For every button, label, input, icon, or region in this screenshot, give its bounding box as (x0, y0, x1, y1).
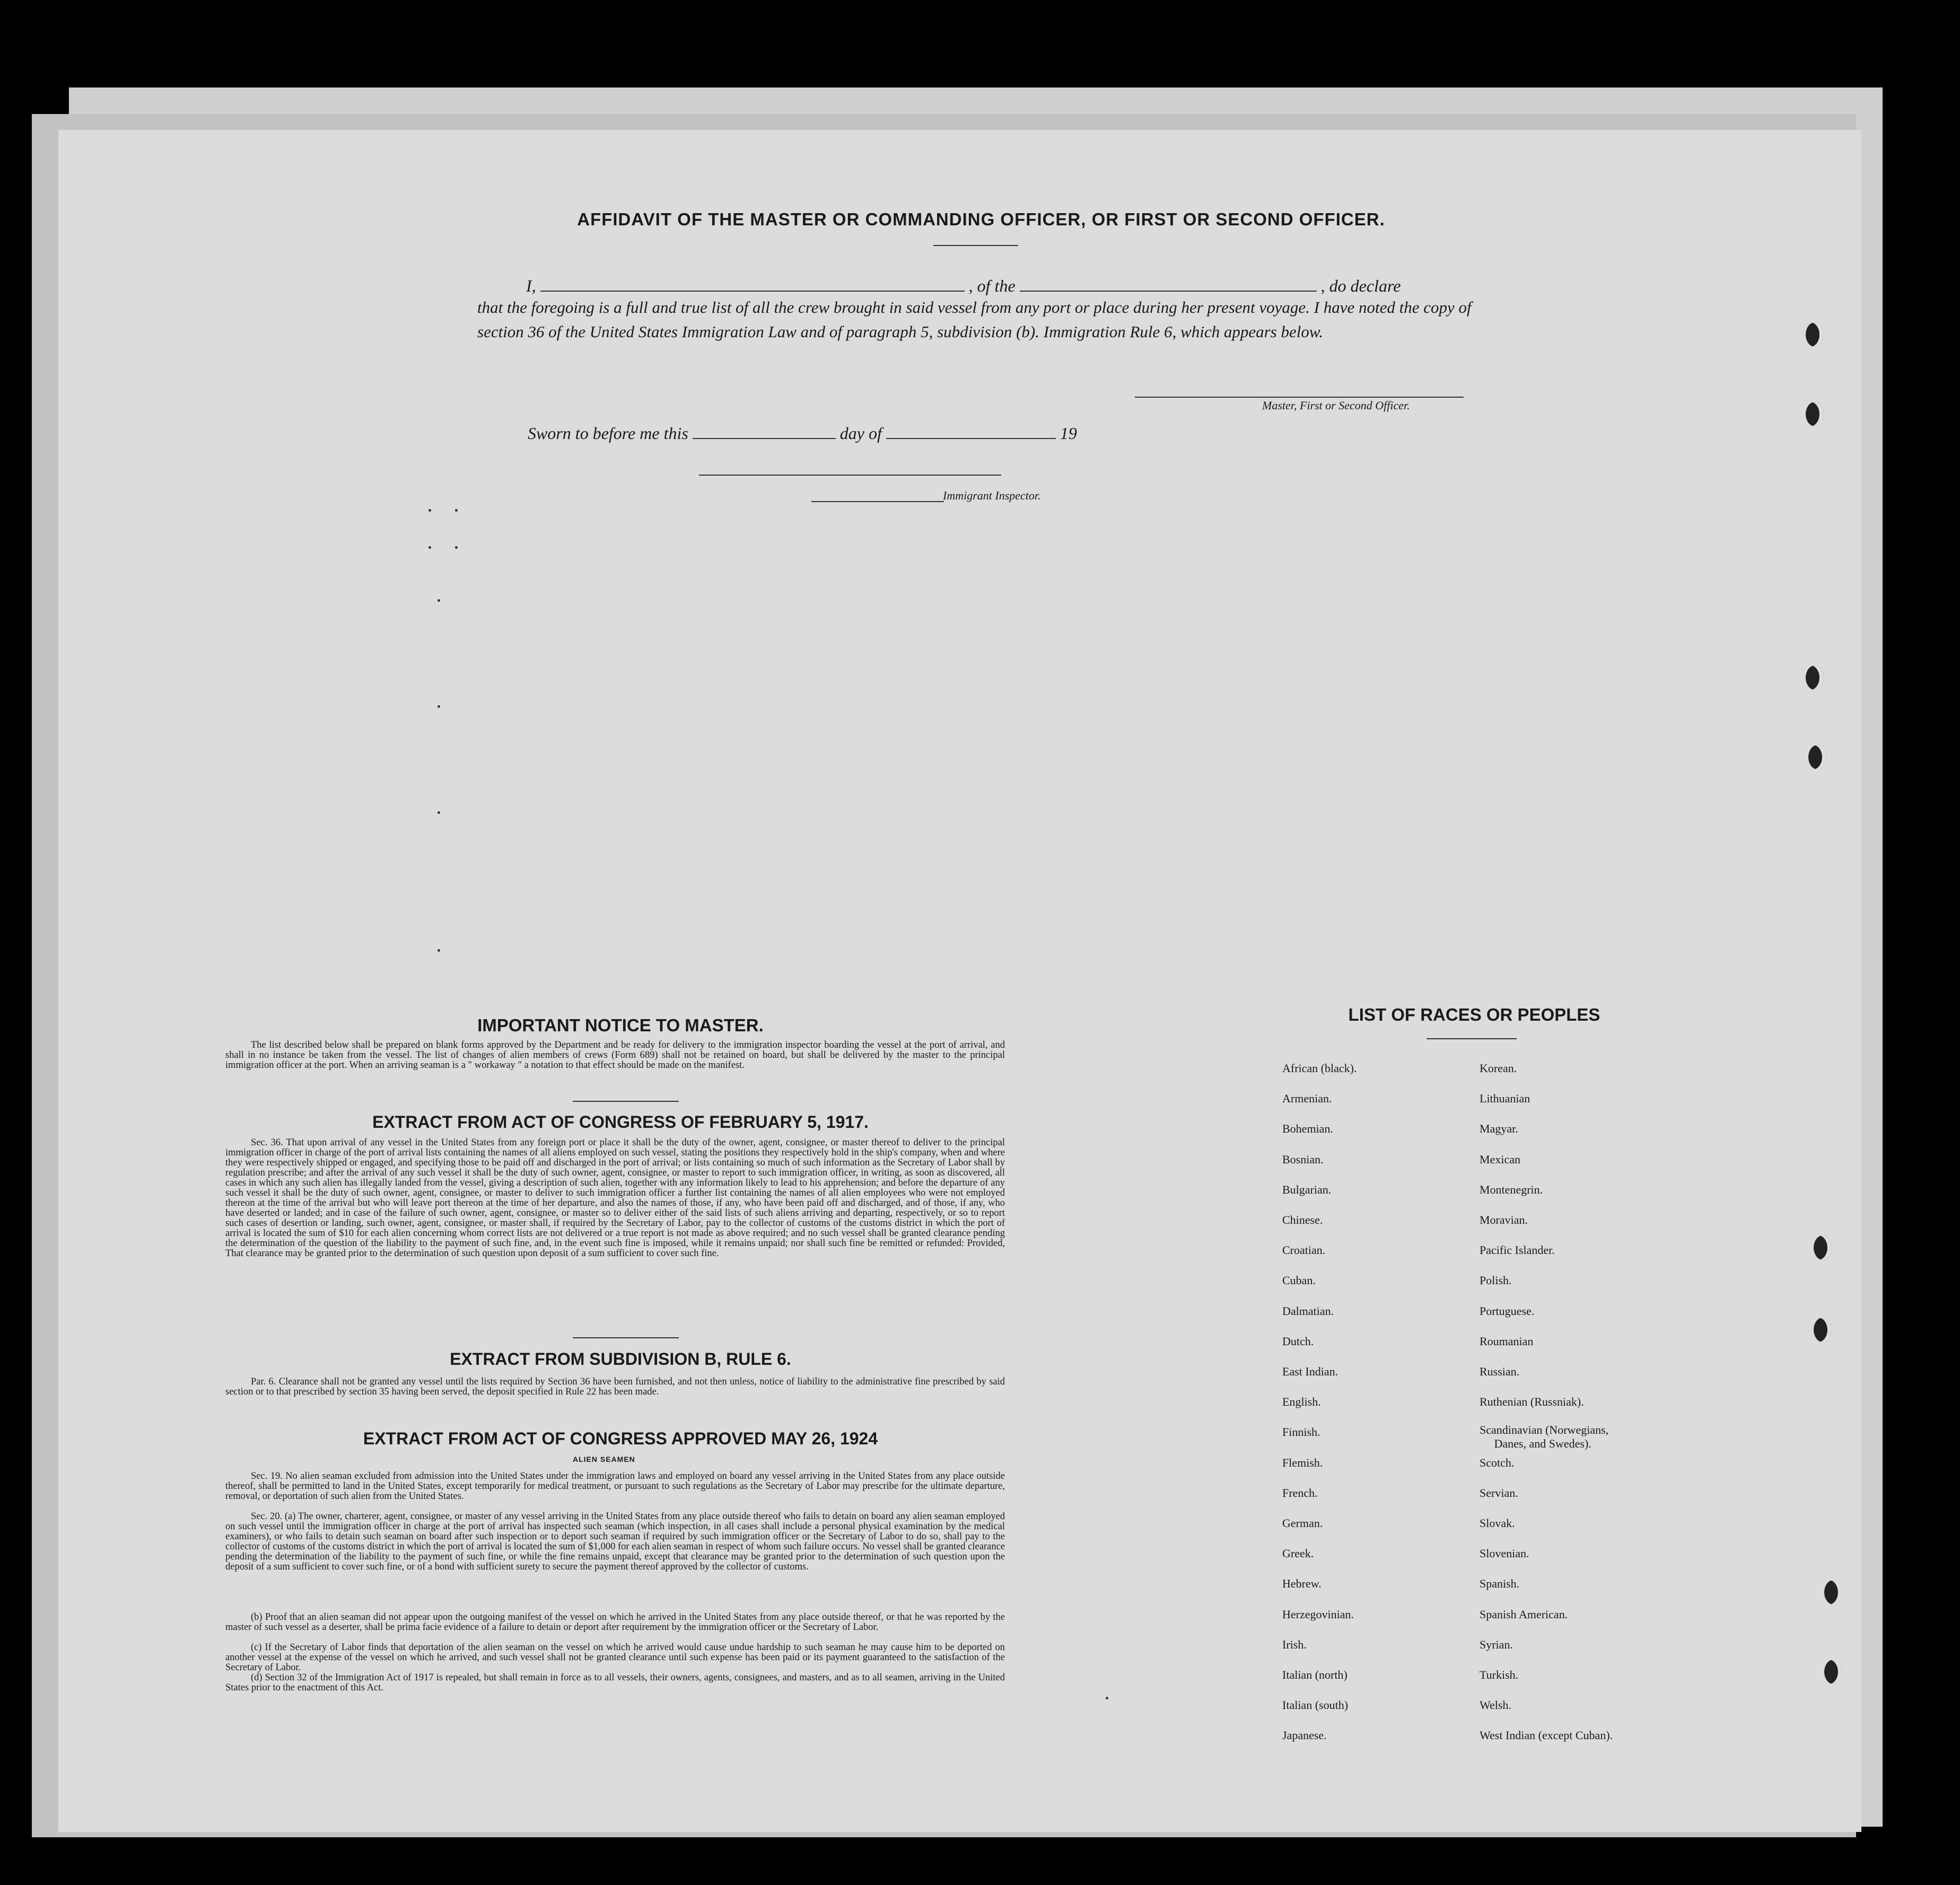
stray-mark (438, 949, 440, 952)
stray-mark (455, 546, 458, 549)
master-caption: Master, First or Second Officer. (1262, 399, 1410, 412)
extract-rule6-title: EXTRACT FROM SUBDIVISION B, RULE 6. (450, 1349, 791, 1369)
race-item: Dutch. (1282, 1334, 1314, 1348)
inspector-caption: Immigrant Inspector. (943, 489, 1041, 502)
stray-mark (438, 811, 440, 814)
race-item: Irish. (1282, 1637, 1307, 1651)
sworn-text: Sworn to before me this (528, 424, 688, 443)
race-item: Armenian. (1282, 1092, 1332, 1106)
separator-rule (699, 475, 1001, 476)
day-of-text: day of (839, 424, 882, 443)
year-prefix: 19 (1060, 424, 1077, 443)
race-item: Magyar. (1480, 1122, 1518, 1136)
race-item: Scotch. (1480, 1456, 1515, 1469)
race-item: Scandinavian (Norwegians, Danes, and Swedes). (1480, 1423, 1609, 1451)
race-item: Polish. (1480, 1274, 1512, 1287)
sworn-month-field[interactable] (886, 423, 1056, 439)
affidavit-paragraph: that the foregoing is a full and true list of all the crew brought in said vessel from any port or place during her present voyage. I have noted the copy of section 36 of the United States Immigration Law and of paragraph 5, subdivision (b). Immigration Rule 6, which appears below. (477, 298, 1472, 341)
punch-hole (1814, 1318, 1832, 1342)
punch-hole (1824, 1660, 1842, 1684)
race-item: German. (1282, 1516, 1323, 1530)
race-item: Moravian. (1480, 1213, 1528, 1226)
punch-hole (1806, 665, 1824, 690)
extract-rule6-text: Par. 6. Clearance shall not be granted any vessel until the lists required by Section 36 have been furnished, and not then unless, notice of liability to the administrative fine prescribed by said section or to that prescribed by section 35 having been served, the deposit specified in Rule 22 has been made. (225, 1377, 1005, 1397)
race-item: Flemish. (1282, 1456, 1323, 1469)
race-item: Dalmatian. (1282, 1304, 1334, 1318)
race-item: Spanish American. (1480, 1607, 1568, 1621)
race-item: Bohemian. (1282, 1122, 1333, 1136)
race-item: East Indian. (1282, 1365, 1338, 1378)
race-item: Turkish. (1480, 1668, 1519, 1681)
notice-title: IMPORTANT NOTICE TO MASTER. (477, 1015, 764, 1035)
race-item: French. (1282, 1486, 1318, 1500)
race-item: Slovenian. (1480, 1547, 1529, 1560)
notice-rule (573, 1101, 679, 1102)
punch-hole (1824, 1580, 1842, 1605)
race-item: Pacific Islander. (1480, 1243, 1555, 1257)
master-signature-line[interactable] (1135, 397, 1464, 398)
race-item: Bosnian. (1282, 1152, 1324, 1166)
stray-mark (1106, 1697, 1108, 1699)
race-item: Japanese. (1282, 1729, 1327, 1742)
race-item: Spanish. (1480, 1577, 1520, 1591)
race-item: Syrian. (1480, 1637, 1513, 1651)
extract-1924-p1: Sec. 19. No alien seaman excluded from admission into the United States under the immigration laws and employed on board any vessel arriving in the United States from any place outside thereof, shall be permitted to land in the United States, except temporarily for medical treatment, or pursuant to such regulations as the Secretary of Labor may prescribe for the ultimate departure, removal, or deportation of such alien from the United States. (225, 1471, 1005, 1502)
alien-seamen-subtitle: ALIEN SEAMEN (573, 1455, 635, 1463)
vessel-field[interactable] (1020, 276, 1317, 292)
race-item: Mexican (1480, 1152, 1520, 1166)
affidavit-title: AFFIDAVIT OF THE MASTER OR COMMANDING OFFICER, OR FIRST OR SECOND OFFICER. (577, 209, 1385, 229)
notice-text: The list described below shall be prepared on blank forms approved by the Department and be ready for delivery to the immigration inspector boarding the vessel at the port of arrival, and shall in no instance be taken from the vessel. The list of changes of alien members of crews (Form 689) shall not be retained on board, but shall be delivered by the master to the principal immigration officer at the port. When an arriving seaman is a " workaway " a notation to that effect should be made on the manifest. (225, 1040, 1005, 1071)
race-item: Korean. (1480, 1062, 1517, 1075)
punch-hole (1808, 745, 1826, 769)
race-item: Cuban. (1282, 1274, 1316, 1287)
stray-mark (438, 705, 440, 708)
extract-1917-text: Sec. 36. That upon arrival of any vessel in the United States from any foreign port or place it shall be the duty of the owner, agent, consignee, or master thereof to deliver to the principal immigration officer in charge of the port of arrival lists containing the names of all aliens employed on such vessel, stating the positions they respectively hold in the ship's company, when and where they were respectively shipped or engaged, and specifying those to be paid off and discharged in the port of arrival; or lists containing so much of such information as the Secretary of Labor shall by regulation prescribe; and after the arrival of any such vessel it shall be the duty of such owner, agent, consignee, or master to report to such immigration officer, in writing, as soon as discovered, all cases in which any such alien has illegally landed from the vessel, giving a description of such alien, together with any information likely to lead to his apprehension; and before the departure of any such vessel it shall be the duty of such owner, agent, consignee, or master to deliver to such immigration officer a further list containing the names of all alien employees who were not employed thereon at the time of the arrival but who will leave port thereon at the time of her departure, and also the names of those, if any, who have been paid off and discharged, and of those, if any, who have deserted or landed; and in case of the failure of such owner, agent, consignee, or master so to deliver either of the said lists of such aliens arriving and departing, respectively, or so to report such cases of desertion or landing, such owner, agent, consignee, or master shall, if required by the Secretary of Labor, pay to the collector of customs of the customs district in which the port of arrival is located the sum of $10 for each alien concerning whom correct lists are not delivered or a true report is not made as above required; and no such vessel shall be granted clearance pending the determination of the question of the liability to the payment of such fine, and, in the event such fine is imposed, while it remains unpaid; nor shall such fine be remitted or refunded: Provided, That clearance may be granted prior to the determination of such question upon deposit of a sum sufficient to cover such fine. (225, 1137, 1005, 1259)
race-item: Welsh. (1480, 1698, 1511, 1712)
race-item: Chinese. (1282, 1213, 1323, 1226)
race-item: Roumanian (1480, 1334, 1534, 1348)
sworn-day-field[interactable] (693, 423, 836, 439)
affidavit-line-1 (526, 276, 1401, 296)
stray-mark (455, 509, 458, 512)
race-item: Slovak. (1480, 1516, 1515, 1530)
race-item: Servian. (1480, 1486, 1518, 1500)
races-rule (1427, 1038, 1517, 1039)
extract-1924-title: EXTRACT FROM ACT OF CONGRESS APPROVED MAY 26, 1924 (363, 1429, 878, 1448)
race-item: Bulgarian. (1282, 1182, 1332, 1196)
extract-1924-p5: (d) Section 32 of the Immigration Act of 1917 is repealed, but shall remain in force as to all vessels, their owners, agents, consignees, and masters, and as to all seamen, arriving in the United States prior to the enactment of this Act. (225, 1672, 1005, 1693)
race-item: Italian (north) (1282, 1668, 1348, 1681)
affidavit-of-the: , of the (968, 276, 1016, 295)
race-item: Ruthenian (Russniak). (1480, 1395, 1584, 1409)
race-item: African (black). (1282, 1062, 1357, 1075)
race-item: Hebrew. (1282, 1577, 1322, 1591)
race-item: Lithuanian (1480, 1092, 1530, 1106)
races-title: LIST OF RACES OR PEOPLES (1348, 1005, 1600, 1024)
race-item: English. (1282, 1395, 1321, 1409)
race-item: Russian. (1480, 1365, 1520, 1378)
inspector-signature-line[interactable] (811, 501, 944, 502)
extract-1924-p2: Sec. 20. (a) The owner, charterer, agent, consignee, or master of any vessel arriving in the United States from any place outside thereof who fails to detain on board any alien seaman employed on such vessel until the immigration officer in charge at the port of arrival has inspected such seaman (which inspection, in all cases shall include a personal physical examination by the medical examiners), or who fails to detain such seaman on board after such inspection or to deport such seaman if required by such immigration officer or the Secretary of Labor to do so, shall pay to the collector of customs of the customs district in which the port of arrival is located the sum of $1,000 for each alien seaman in respect of whom such failure occurs. No vessel shall be granted clearance pending the determination of the liability to the payment of such fine, or while the fine remains unpaid, except that clearance may be granted prior to the determination of such question upon the deposit of a sum sufficient to cover such fine, or of a bond with sufficient surety to secure the payment thereof approved by the collector of customs. (225, 1511, 1005, 1572)
race-item: Montenegrin. (1480, 1182, 1543, 1196)
stray-mark (428, 509, 431, 512)
punch-hole (1806, 322, 1824, 347)
race-item: Italian (south) (1282, 1698, 1349, 1712)
race-item: Greek. (1282, 1547, 1314, 1560)
race-item: Herzegovinian. (1282, 1607, 1354, 1621)
affidavit-declare: , do declare (1320, 276, 1401, 295)
race-item: Croatian. (1282, 1243, 1326, 1257)
extract-1924-p3: (b) Proof that an alien seaman did not appear upon the outgoing manifest of the vessel on which he arrived in the United States from any place outside thereof, or that he was reported by the master of such vessel as a deserter, shall be prima facie evidence of a failure to detain or deport after requirement by the immigration officer or the Secretary of Labor. (225, 1612, 1005, 1633)
name-field[interactable] (540, 276, 965, 292)
punch-hole (1806, 402, 1824, 426)
affidavit-i: I, (526, 276, 536, 295)
stray-mark (428, 546, 431, 549)
document-page (58, 130, 1861, 1832)
race-item: Portuguese. (1480, 1304, 1535, 1318)
extract-1924-p4: (c) If the Secretary of Labor finds that deportation of the alien seaman on the vessel on which he arrived would cause undue hardship to such seaman he may cause him to be deported on another vessel at the expense of the vessel on which he arrived, and such vessel shall not be granted clearance until such expense has been paid or its payment guaranteed to the satisfaction of the Secretary of Labor. (225, 1642, 1005, 1673)
stray-mark (438, 599, 440, 602)
race-item: Finnish. (1282, 1425, 1320, 1439)
title-rule (933, 245, 1018, 246)
sworn-line (528, 423, 1077, 443)
race-item: West Indian (except Cuban). (1480, 1729, 1613, 1742)
extract-rule-1 (573, 1337, 679, 1338)
extract-1917-title: EXTRACT FROM ACT OF CONGRESS OF FEBRUARY 5, 1917. (372, 1112, 869, 1132)
punch-hole (1814, 1235, 1832, 1260)
